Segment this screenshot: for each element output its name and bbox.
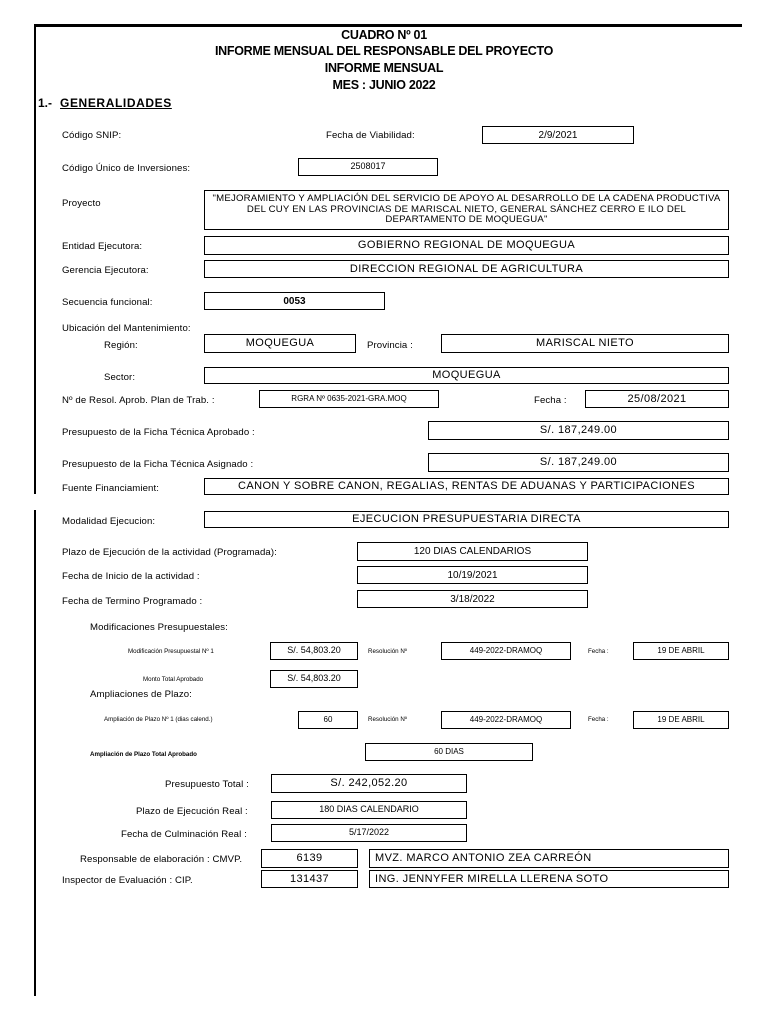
ampl1-resol-label: Resolución Nº <box>368 716 408 723</box>
presup-asig-field[interactable]: S/. 187,249.00 <box>428 453 729 472</box>
plazo-field[interactable]: 120 DIAS CALENDARIOS <box>357 542 588 561</box>
modalidad-label: Modalidad Ejecucion: <box>62 516 156 527</box>
region-field[interactable]: MOQUEGUA <box>204 334 356 353</box>
inspector-cip-field[interactable]: 131437 <box>261 870 358 888</box>
ampliaciones-label: Ampliaciones de Plazo: <box>90 689 192 700</box>
viabilidad-field[interactable]: 2/9/2021 <box>482 126 634 144</box>
inicio-label: Fecha de Inicio de la actividad : <box>62 571 200 582</box>
responsable-label: Responsable de elaboración : CMVP. <box>80 854 243 865</box>
doc-title-mensual: INFORME MENSUAL <box>324 61 444 75</box>
cui-field[interactable]: 2508017 <box>298 158 438 176</box>
ampl1-fecha-label: Fecha : <box>588 716 609 723</box>
modif1-fecha-label: Fecha : <box>588 648 609 655</box>
section-heading <box>38 96 172 110</box>
monto-total-field[interactable]: S/. 54,803.20 <box>270 670 358 688</box>
doc-title-informe: INFORME MENSUAL DEL RESPONSABLE DEL PROYECTO <box>214 44 553 58</box>
modif1-fecha-field[interactable]: 19 DE ABRIL <box>633 642 729 660</box>
presup-total-label: Presupuesto Total : <box>165 779 249 790</box>
left-border-lower <box>34 510 36 996</box>
ampl1-fecha-field[interactable]: 19 DE ABRIL <box>633 711 729 729</box>
termino-label: Fecha de Termino Programado : <box>62 596 203 607</box>
ampl-total-field[interactable]: 60 DIAS <box>365 743 533 761</box>
ampl1-label: Ampliación de Plazo Nº 1 (dias calend.) <box>104 716 213 723</box>
entidad-label: Entidad Ejecutora: <box>62 241 143 252</box>
provincia-label: Provincia : <box>367 340 413 351</box>
fuente-label: Fuente Financiamient: <box>62 483 160 494</box>
section-title: GENERALIDADES <box>60 96 172 110</box>
presup-aprob-label: Presupuesto de la Ficha Técnica Aprobado : <box>62 427 255 438</box>
region-label: Región: <box>104 340 138 351</box>
snip-label: Código SNIP: <box>62 130 122 141</box>
doc-title-cuadro: CUADRO Nº 01 <box>341 28 427 42</box>
viabilidad-label: Fecha de Viabilidad: <box>326 130 415 141</box>
gerencia-label: Gerencia Ejecutora: <box>62 265 149 276</box>
section-number: 1.- <box>38 96 53 110</box>
ampl1-resol-field[interactable]: 449-2022-DRAMOQ <box>441 711 571 729</box>
proyecto-label: Proyecto <box>62 198 101 209</box>
fecha-field[interactable]: 25/08/2021 <box>585 390 729 408</box>
presup-asig-label: Presupuesto de la Ficha Técnica Asignado : <box>62 459 254 470</box>
doc-title-mes: MES : JUNIO 2022 <box>332 78 436 92</box>
gerencia-field[interactable]: DIRECCION REGIONAL DE AGRICULTURA <box>204 260 729 278</box>
monto-total-label: Monto Total Aprobado <box>143 676 204 683</box>
sector-field[interactable]: MOQUEGUA <box>204 367 729 384</box>
modif1-resol-field[interactable]: 449-2022-DRAMOQ <box>441 642 571 660</box>
modif1-resol-label: Resolución Nº <box>368 648 408 655</box>
fecha-label: Fecha : <box>534 395 567 406</box>
modif1-field[interactable]: S/. 54,803.20 <box>270 642 358 660</box>
fuente-field[interactable]: CANON Y SOBRE CANON, REGALIAS, RENTAS DE ADUANAS Y PARTICIPACIONES <box>204 478 729 495</box>
left-border-upper <box>34 24 36 494</box>
modif1-label: Modificación Presupuestal Nº 1 <box>128 648 214 655</box>
top-border <box>34 24 742 27</box>
termino-field[interactable]: 3/18/2022 <box>357 590 588 608</box>
culminacion-field[interactable]: 5/17/2022 <box>271 824 467 842</box>
resol-field[interactable]: RGRA Nº 0635-2021-GRA.MOQ <box>259 390 439 408</box>
plazo-real-label: Plazo de Ejecución Real : <box>136 806 248 817</box>
provincia-field[interactable]: MARISCAL NIETO <box>441 334 729 353</box>
inspector-name-field[interactable]: ING. JENNYFER MIRELLA LLERENA SOTO <box>369 870 729 888</box>
modalidad-field[interactable]: EJECUCION PRESUPUESTARIA DIRECTA <box>204 511 729 528</box>
modif-label: Modificaciones Presupuestales: <box>90 622 228 633</box>
plazo-label: Plazo de Ejecución de la actividad (Programada): <box>62 547 277 558</box>
ampl-total-label: Ampliación de Plazo Total Aprobado <box>90 751 197 758</box>
resol-label: Nº de Resol. Aprob. Plan de Trab. : <box>62 395 215 406</box>
entidad-field[interactable]: GOBIERNO REGIONAL DE MOQUEGUA <box>204 236 729 255</box>
responsable-name-field[interactable]: MVZ. MARCO ANTONIO ZEA CARREÓN <box>369 849 729 868</box>
presup-total-field[interactable]: S/. 242,052.20 <box>271 774 467 793</box>
secuencia-field[interactable]: 0053 <box>204 292 385 310</box>
ampl1-field[interactable]: 60 <box>298 711 358 729</box>
cui-label: Código Único de Inversiones: <box>62 163 191 174</box>
inicio-field[interactable]: 10/19/2021 <box>357 566 588 584</box>
responsable-cmvp-field[interactable]: 6139 <box>261 849 358 868</box>
presup-aprob-field[interactable]: S/. 187,249.00 <box>428 421 729 440</box>
secuencia-label: Secuencia funcional: <box>62 297 153 308</box>
sector-label: Sector: <box>104 372 136 383</box>
plazo-real-field[interactable]: 180 DIAS CALENDARIO <box>271 801 467 819</box>
proyecto-field[interactable]: "MEJORAMIENTO Y AMPLIACIÓN DEL SERVICIO DE APOYO AL DESARROLLO DE LA CADENA PRODUCTIVA DEL CUY EN LAS PROVINCIAS DE MARISCAL NIETO, GENERAL SÁNCHEZ CERRO E ILO DEL DEPARTAMENTO DE MOQUEGUA" <box>204 190 729 230</box>
ubicacion-label: Ubicación del Mantenimiento: <box>62 323 191 334</box>
inspector-label: Inspector de Evaluación : CIP. <box>62 875 193 886</box>
culminacion-label: Fecha de Culminación Real : <box>121 829 247 840</box>
